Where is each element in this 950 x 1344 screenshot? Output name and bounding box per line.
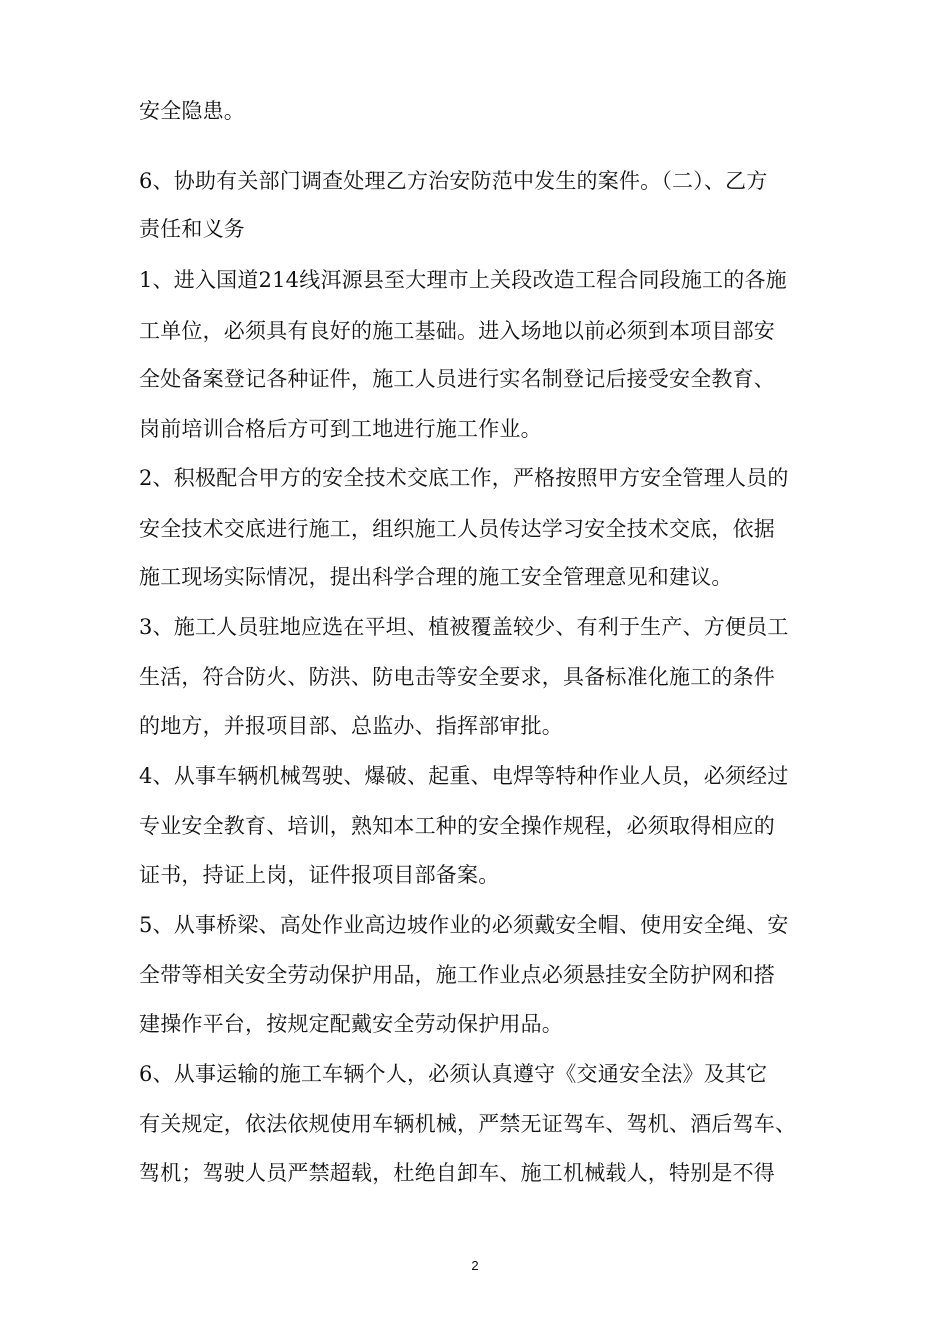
text-line: 全处备案登记各种证件，施工人员进行实名制登记后接受安全教育、 [139, 367, 775, 391]
text-line: 5、从事桥梁、高处作业高边坡作业的必须戴安全帽、使用安全绳、安 [139, 913, 789, 937]
text-line: 安全隐患。 [139, 99, 245, 123]
text-line: 1、进入国道214线洱源县至大理市上关段改造工程合同段施工的各施 [139, 268, 787, 292]
text-line: 专业安全教育、培训，熟知本工种的安全操作规程，必须取得相应的 [139, 814, 775, 838]
text-line: 施工现场实际情况，提出科学合理的施工安全管理意见和建议。 [139, 565, 733, 589]
text-line: 有关规定，依法依规使用车辆机械，严禁无证驾车、驾机、酒后驾车、 [139, 1112, 797, 1136]
text-line: 责任和义务 [139, 217, 245, 241]
text-line: 岗前培训合格后方可到工地进行施工作业。 [139, 417, 542, 441]
text-line: 工单位，必须具有良好的施工基础。进入场地以前必须到本项目部安 [139, 319, 775, 343]
text-line: 的地方，并报项目部、总监办、指挥部审批。 [139, 714, 563, 738]
text-line: 全带等相关安全劳动保护用品，施工作业点必须悬挂安全防护网和搭 [139, 963, 775, 987]
text-line: 2、积极配合甲方的安全技术交底工作，严格按照甲方安全管理人员的 [139, 466, 789, 490]
text-line: 驾机；驾驶人员严禁超载，杜绝自卸车、施工机械载人，特别是不得 [139, 1161, 775, 1185]
text-line: 安全技术交底进行施工，组织施工人员传达学习安全技术交底，依据 [139, 517, 775, 541]
text-line: 3、施工人员驻地应选在平坦、植被覆盖较少、有利于生产、方便员工 [139, 615, 789, 639]
text-line: 6、协助有关部门调查处理乙方治安防范中发生的案件。（二）、乙方 [139, 169, 768, 193]
text-line: 4、从事车辆机械驾驶、爆破、起重、电焊等特种作业人员，必须经过 [139, 764, 789, 788]
page-number: 2 [471, 1258, 479, 1273]
text-line: 建操作平台，按规定配戴安全劳动保护用品。 [139, 1012, 563, 1036]
text-line: 证书，持证上岗，证件报项目部备案。 [139, 863, 500, 887]
text-line: 生活，符合防火、防洪、防电击等安全要求，具备标准化施工的条件 [139, 665, 775, 689]
text-line: 6、从事运输的施工车辆个人，必须认真遵守《交通安全法》及其它 [139, 1062, 768, 1086]
